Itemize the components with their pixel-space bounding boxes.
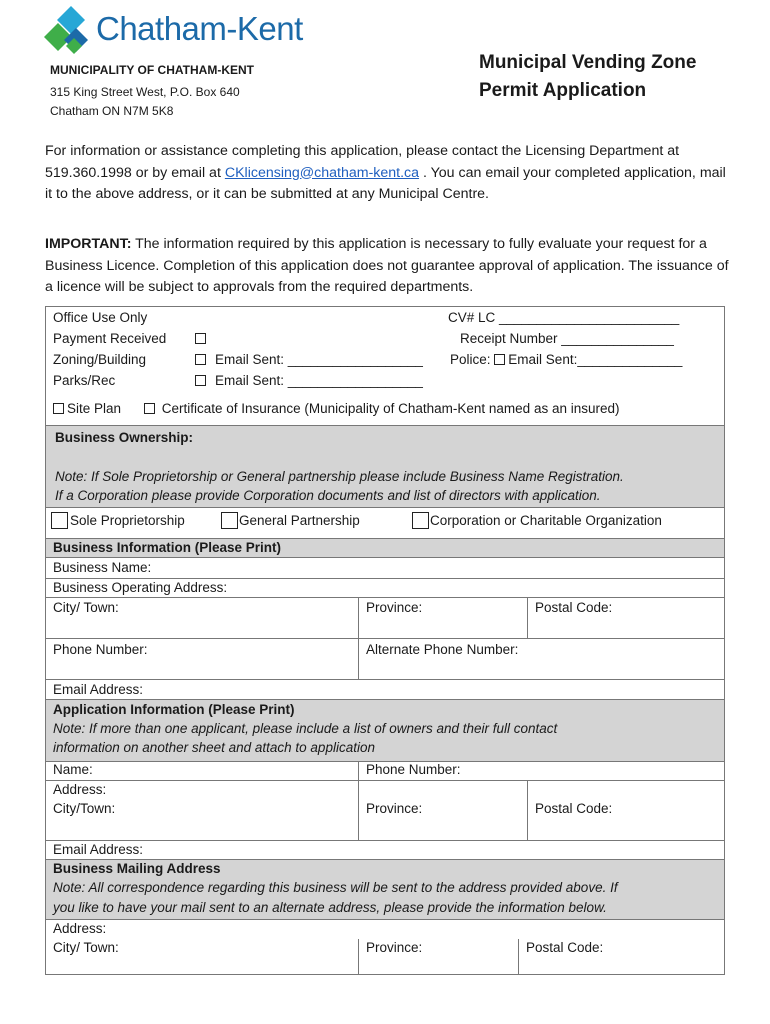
applicant-note-1: Note: If more than one applicant, please include a list of owners and their full contact [53, 721, 558, 736]
applicant-postal-field[interactable]: Postal Code: [535, 801, 613, 816]
logo-wordmark: Chatham-Kent [96, 10, 303, 47]
general-partnership-label: General Partnership [239, 513, 360, 528]
ownership-note-2: If a Corporation please provide Corporation documents and list of directors with application. [55, 488, 601, 503]
intro-text-2: . You can email your completed application, mail it to the above address, or it can be submitted at any Municipal Centre. [45, 164, 726, 202]
zoning-checkbox[interactable] [195, 351, 209, 369]
parks-checkbox[interactable] [195, 372, 209, 390]
title-line-1: Municipal Vending Zone [479, 52, 697, 73]
applicant-note-2: information on another sheet and attach to application [53, 740, 375, 755]
zoning-email-field[interactable]: Email Sent: __________________ [215, 352, 423, 367]
corporation-label: Corporation or Charitable Organization [430, 513, 662, 528]
sole-proprietorship-checkbox[interactable] [51, 512, 68, 529]
mailing-title: Business Mailing Address [53, 861, 221, 876]
site-plan-checkbox[interactable] [53, 403, 64, 414]
zoning-label: Zoning/Building [53, 352, 147, 367]
important-paragraph [45, 234, 735, 299]
mailing-province-field[interactable]: Province: [366, 940, 423, 955]
intro-paragraph [45, 141, 735, 206]
title-line-2: Permit Application [479, 80, 647, 101]
ownership-title: Business Ownership: [55, 430, 194, 445]
applicant-email-field[interactable]: Email Address: [53, 842, 144, 857]
payment-received-label: Payment Received [53, 331, 167, 346]
applicant-address-field[interactable]: Address: [53, 782, 107, 797]
cv-lc-field[interactable]: CV# LC ________________________ [448, 310, 680, 325]
municipality-name: MUNICIPALITY OF CHATHAM-KENT [50, 63, 254, 77]
police-checkbox[interactable] [494, 354, 505, 365]
site-plan-option[interactable] [53, 400, 121, 418]
important-text: The information required by this application is necessary to fully evaluate your request for a Business Licence. Completion of this application does not guarantee approval of application. The issuance of a licence will be subject to approvals from the required departments. [45, 236, 729, 295]
business-name-field[interactable]: Business Name: [53, 560, 152, 575]
police-label: Police: [450, 352, 491, 367]
business-province-field[interactable]: Province: [366, 600, 423, 615]
insurance-label: Certificate of Insurance (Municipality of Chatham-Kent named as an insured) [161, 401, 620, 416]
ownership-note-1: Note: If Sole Proprietorship or General partnership please include Business Name Registration. [55, 469, 624, 484]
business-city-field[interactable]: City/ Town: [53, 600, 119, 615]
important-label: IMPORTANT: [45, 236, 132, 252]
diamond-logo-icon [44, 6, 88, 54]
corporation-checkbox[interactable] [412, 512, 429, 529]
insurance-option[interactable] [144, 400, 620, 418]
applicant-phone-field[interactable]: Phone Number: [366, 762, 461, 777]
business-email-field[interactable]: Email Address: [53, 682, 144, 697]
receipt-number-field[interactable]: Receipt Number _______________ [460, 331, 674, 346]
applicant-city-field[interactable]: City/Town: [53, 801, 116, 816]
address-line-2: Chatham ON N7M 5K8 [50, 104, 174, 118]
police-row [450, 351, 682, 369]
business-info-title: Business Information (Please Print) [53, 540, 282, 555]
address-line-1: 315 King Street West, P.O. Box 640 [50, 85, 240, 99]
business-alt-phone-field[interactable]: Alternate Phone Number: [366, 642, 519, 657]
general-partnership-checkbox[interactable] [221, 512, 238, 529]
insurance-checkbox[interactable] [144, 403, 155, 414]
mailing-note-2: you like to have your mail sent to an alternate address, please provide the information below. [53, 900, 607, 915]
site-plan-label: Site Plan [67, 401, 122, 416]
municipal-address [50, 83, 240, 121]
police-email-field[interactable]: Email Sent:______________ [508, 352, 683, 367]
sole-proprietorship-label: Sole Proprietorship [70, 513, 185, 528]
mailing-note-1: Note: All correspondence regarding this business will be sent to the address provided above. If [53, 880, 618, 895]
application-form [45, 306, 725, 975]
mailing-postal-field[interactable]: Postal Code: [526, 940, 604, 955]
parks-label: Parks/Rec [53, 373, 116, 388]
mailing-address-field[interactable]: Address: [53, 921, 107, 936]
parks-email-field[interactable]: Email Sent: __________________ [215, 373, 423, 388]
mailing-city-field[interactable]: City/ Town: [53, 940, 119, 955]
applicant-name-field[interactable]: Name: [53, 762, 93, 777]
applicant-province-field[interactable]: Province: [366, 801, 423, 816]
business-phone-field[interactable]: Phone Number: [53, 642, 148, 657]
payment-received-checkbox[interactable] [195, 330, 209, 348]
applicant-info-title: Application Information (Please Print) [53, 702, 295, 717]
office-use-title: Office Use Only [53, 310, 148, 325]
operating-address-field[interactable]: Business Operating Address: [53, 580, 228, 595]
business-postal-field[interactable]: Postal Code: [535, 600, 613, 615]
page-title [479, 49, 696, 105]
intro-text-1: For information or assistance completing this application, please contact the Licensing Department at 519.360.1998 or by email at [45, 143, 680, 181]
licensing-email-link[interactable]: CKlicensing@chatham-kent.ca [224, 164, 420, 181]
